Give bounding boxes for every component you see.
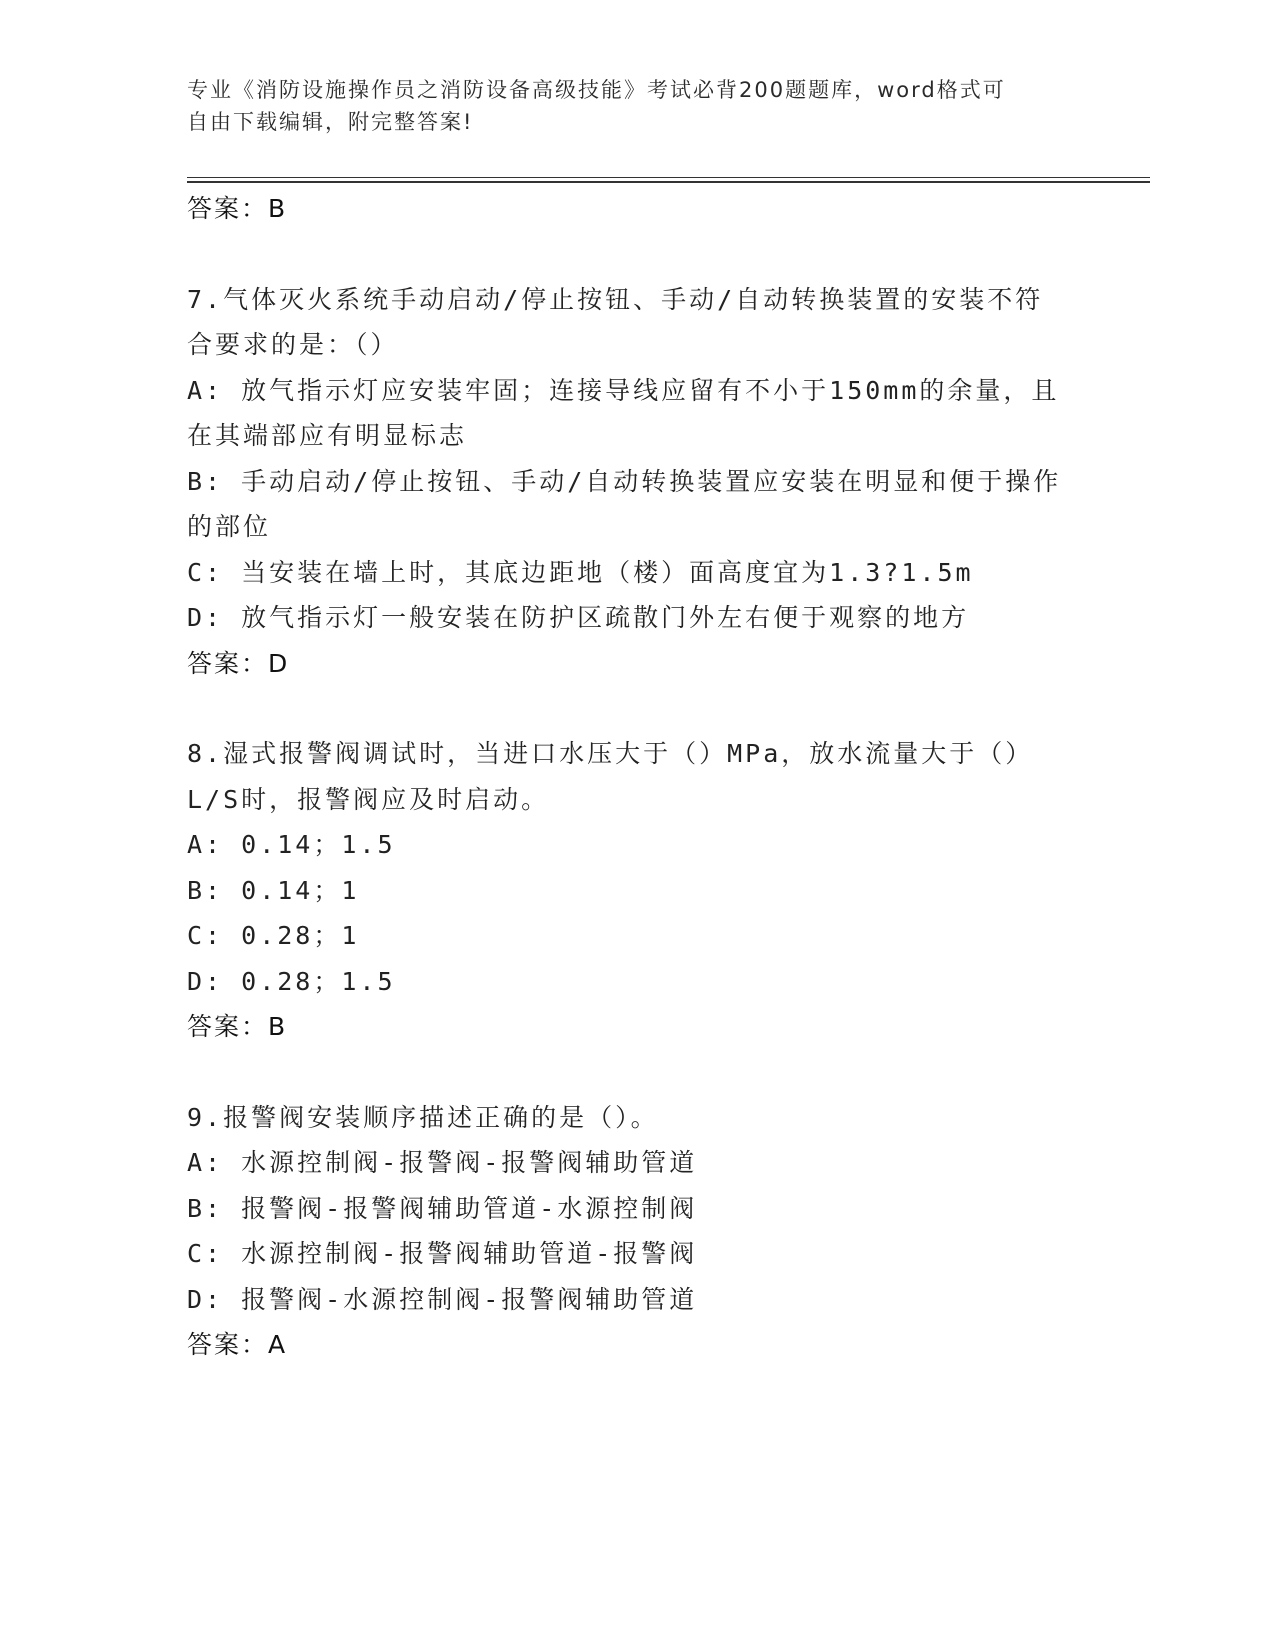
option-b-line: B: 手动启动/停止按钮、手动/自动转换装置应安装在明显和便于操作 xyxy=(187,466,1062,496)
question-stem-line: 7.气体灭火系统手动启动/停止按钮、手动/自动转换装置的安装不符 xyxy=(187,284,1044,314)
answer-label: 答案：B xyxy=(187,1012,288,1041)
spacer xyxy=(187,232,1087,277)
question-stem-line: 8.湿式报警阀调试时，当进口水压大于（）MPa，放水流量大于（） xyxy=(187,739,1034,768)
answer-label: 答案：A xyxy=(187,1330,288,1359)
option-b-continuation: 的部位 xyxy=(187,512,272,541)
question-7 xyxy=(187,277,1087,687)
option-d-line: D: 报警阀-水源控制阀-报警阀辅助管道 xyxy=(187,1284,698,1314)
page-header xyxy=(187,74,1067,138)
option-b-line: B: 0.14；1 xyxy=(187,875,360,905)
option-a-line: A: 放气指示灯应安装牢固；连接导线应留有不小于150mm的余量，且 xyxy=(187,375,1060,405)
question-stem-line: 9.报警阀安装顺序描述正确的是（）。 xyxy=(187,1102,659,1132)
option-a-line: A: 水源控制阀-报警阀-报警阀辅助管道 xyxy=(187,1148,698,1177)
question-content xyxy=(187,186,1087,1368)
option-b-line: B: 报警阀-报警阀辅助管道-水源控制阀 xyxy=(187,1193,698,1223)
question-stem-line: 合要求的是：（） xyxy=(187,330,399,359)
option-a-continuation: 在其端部应有明显标志 xyxy=(187,421,468,450)
option-c-line: C: 0.28；1 xyxy=(187,921,360,950)
previous-answer: 答案：B xyxy=(187,194,288,223)
option-d-line: D: 放气指示灯一般安装在防护区疏散门外左右便于观察的地方 xyxy=(187,603,970,632)
question-stem-line: L/S时，报警阀应及时启动。 xyxy=(187,784,550,814)
answer-label: 答案：D xyxy=(187,648,290,678)
question-8 xyxy=(187,731,1087,1050)
header-divider-thick xyxy=(187,181,1150,183)
question-9 xyxy=(187,1095,1087,1368)
spacer xyxy=(187,686,1087,731)
spacer xyxy=(187,1050,1087,1095)
header-line-2: 自由下载编辑，附完整答案! xyxy=(187,110,474,134)
header-divider-thin xyxy=(187,177,1150,178)
option-c-line: C: 当安装在墙上时，其底边距地（楼）面高度宜为1.3?1.5m xyxy=(187,557,974,587)
header-line-1: 专业《消防设施操作员之消防设备高级技能》考试必背200题题库，word格式可 xyxy=(187,78,1006,102)
option-d-line: D: 0.28；1.5 xyxy=(187,966,396,996)
option-c-line: C: 水源控制阀-报警阀辅助管道-报警阀 xyxy=(187,1239,698,1268)
option-a-line: A: 0.14；1.5 xyxy=(187,830,396,859)
